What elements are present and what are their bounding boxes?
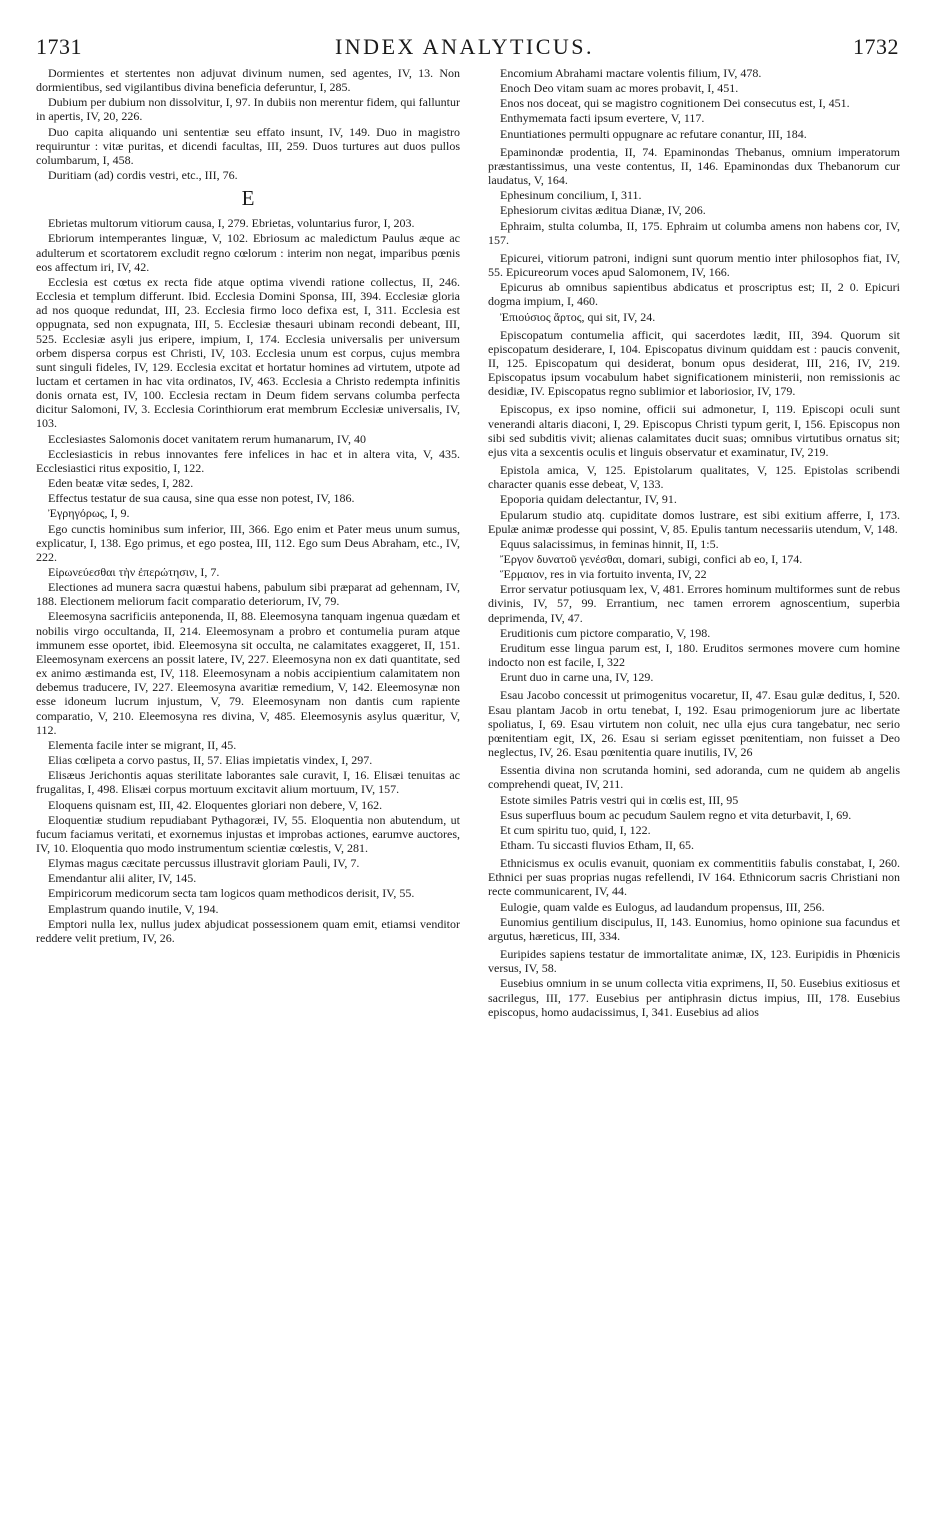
- index-entry: Essentia divina non scrutanda homini, sed adoranda, cum ne quidem ab angelis comprehendi queat, IV, 211.: [488, 763, 900, 792]
- index-entry: Epaminondæ prodentia, II, 74. Epaminondas Thebanus, omnium imperatorum præstantissimus, una veste contentus, II, 146. Epaminondas dux Thebanorum cur laudatus, V, 164.: [488, 144, 900, 188]
- index-entry: Eden beatæ vitæ sedes, I, 282.: [48, 476, 194, 491]
- index-entry: Episcopatum contumelia afficit, qui sacerdotes lædit, III, 394. Quorum sit episcopatum desiderare, I, 104. Episcopatus divinum quiddam est : paucis convenit, II, 125. Episcopatum qui desiderat, bonum opus desiderat, III, 216, IV, 219. Episcopatus ipsum vocabulum habet significationem ministerii, non remissionis ac desidiæ, IV. Episcopatus regno sublimior et laboriosior, IV, 179.: [488, 327, 900, 399]
- running-title: INDEX ANALYTICUS.: [334, 34, 595, 59]
- index-entry: Epicurei, vitiorum patroni, indigni sunt quorum mentio inter philosophos fiat, IV, 55. Epicureorum voces apud Salomonem, IV, 166.: [488, 250, 900, 280]
- index-entry: Etham. Tu siccasti fluvios Etham, II, 65.: [500, 837, 694, 852]
- index-entry: Epoporia quidam delectantur, IV, 91.: [500, 492, 677, 507]
- index-entry: Epistola amica, V, 125. Epistolarum qualitates, V, 125. Epistolas scribendi character quanis esse debeat, V, 133.: [488, 463, 900, 492]
- index-entry: Electiones ad munera sacra quæstui habens, pabulum sibi præparat ad gehennam, IV, 188. Electionem meliorum facit comparatio deteriorum, IV, 79.: [36, 580, 460, 609]
- index-entry: Erunt duo in carne una, IV, 129.: [500, 670, 654, 685]
- index-entry: Duritiam (ad) cordis vestri, etc., III, 76.: [48, 168, 238, 183]
- index-entry: Ethnicismus ex oculis evanuit, quoniam ex commentitiis fabulis constabat, I, 260. Ethnici per suas proprias nugas refellendi, IV 164. Ethnicorum sacris Christiani non recte communicarent, IV, 44.: [488, 856, 900, 899]
- index-entry: Ecclesiasticis in rebus innovantes fere infelices in hac et in altera vita, V, 435. Ecclesiastici ritus expositio, I, 122.: [36, 446, 460, 475]
- index-entry: Eloquens quisnam est, III, 42. Eloquentes gloriari non debere, V, 162.: [48, 797, 383, 812]
- index-entry: Eusebius omnium in se unum collecta vitia exprimens, II, 50. Eusebius exitiosus et sacrilegus, III, 177. Eusebius per antiphrasin dictus impius, III, 178. Eusebius episcopus, homo audacissimus, I, 341. Eusebius ad alios: [488, 976, 900, 1019]
- index-entry: Ecclesiastes Salomonis docet vanitatem rerum humanarum, IV, 40: [48, 431, 367, 446]
- index-entry: Ebrietas multorum vitiorum causa, I, 279. Ebrietas, voluntarius furor, I, 203.: [48, 216, 415, 231]
- index-entry: Elias cœlipeta a corvo pastus, II, 57. Elias impietatis vindex, I, 297.: [48, 753, 373, 768]
- index-entry: Et cum spiritu tuo, quid, I, 122.: [500, 822, 651, 837]
- index-entry: Emendantur alii aliter, IV, 145.: [48, 871, 197, 886]
- index-entry: Ecclesia est cœtus ex recta fide atque optima vivendi ratione collectus, II, 246. Ecclesia et templum differunt. Ibid. Ecclesia Domini Sponsa, III, 394. Ecclesiæ gloria ad nos quoque redundat, III, 23. Ecclesia firmo loco defixa est, I, 311. Ecclesia est oppugnata, sed non expugnata, III, 5. Ecclesiæ thesauri ubinam recondi debeant, III, 525. Ecclesiæ asyli jus eripere, impium, I, 174. Ecclesia universalis per universum orbem dispersa corpus est Christi, IV, 103. Ecclesia unum est corpus, cujus membra sunt singuli fideles, IV, 129. Ecclesia excitat et hortatur homines ad virtutem, utpote ad luctam et certamen in hac vita ordinatos, IV, 463. Ecclesia a Christo redempta infinitis donis ornata est, IV, 100. Ecclesia rectam in Deum fidem servans columba perfecta dicitur Salomoni, IV, 3. Ecclesia Corinthiorum erat membrum Ecclesiæ universalis, IV, 103.: [36, 274, 460, 431]
- index-entry: Estote similes Patris vestri qui in cœlis est, III, 95: [500, 792, 739, 807]
- index-entry: Ἔργον δυνατοῦ γενέσθαι, domari, subigi, confici ab eo, I, 174.: [500, 552, 803, 566]
- index-entry: Ego cunctis hominibus sum inferior, III, 366. Ego enim et Pater meus unum sumus, explicatur, I, 138. Ego primus, et ego postea, III, 112. Ego sum Deus Abraham, etc., IV, 222.: [36, 521, 460, 564]
- index-entry: Episcopus, ex ipso nomine, officii sui admonetur, I, 119. Episcopi oculi sunt venerandi altaris diaconi, I, 29. Episcopus Christi typum gerit, I, 156. Episcopus non sibi sed subditis vivit; alienas calamitates ducit suas; omnibus virtutibus ornatus sit; ejus vita a sexcentis oculis et linguis observatur et examinatur, IV, 219.: [488, 402, 900, 459]
- section-letter-heading: E: [241, 186, 255, 211]
- index-entry: Εἰρωνεύεσθαι τὴν ἐπερώτησιν, I, 7.: [48, 565, 220, 579]
- index-entry: Epularum studio atq. cupiditate domos lustrare, est sibi exitium afferre, I, 173. Epulæ animæ prodesse qui possint, V, 85. Epulis tantum necessariis utendum, V, 148.: [488, 507, 900, 536]
- left-column: [36, 66, 460, 946]
- index-entry: Ἕρμαιον, res in via fortuito inventa, IV, 22: [500, 567, 707, 582]
- index-entry: Elisæus Jerichontis aquas sterilitate laborantes sale curavit, I, 16. Elisæi tenuitas ac frugalitas, I, 498. Elisæi corpus mortuum excitavit alium mortuum, IV, 157.: [36, 768, 460, 797]
- index-entry: Elementa facile inter se migrant, II, 45.: [48, 737, 237, 752]
- index-entry: Ephraim, stulta columba, II, 175. Ephraim ut columba amens non habens cor, IV, 157.: [488, 218, 900, 247]
- index-entry: Effectus testatur de sua causa, sine qua esse non potest, IV, 186.: [48, 491, 355, 506]
- right-column: [488, 66, 900, 1020]
- index-entry: Esus superfluus boum ac pecudum Saulem regno et vita deturbavit, I, 69.: [500, 807, 852, 822]
- index-entry: Ephesiorum civitas æditua Dianæ, IV, 206.: [500, 203, 706, 218]
- index-entry: Enthymemata facti ipsum evertere, V, 117.: [500, 111, 705, 126]
- index-entry: Eulogie, quam valde es Eulogus, ad laudandum propensus, III, 256.: [500, 899, 825, 914]
- index-entry: Enuntiationes permulti oppugnare ac refutare conantur, III, 184.: [500, 126, 807, 141]
- index-entry: Eloquentiæ studium repudiabant Pythagoræi, IV, 55. Eloquentia non abutendum, ut fucum faciamus veritati, et exornemus injustas et improbas actiones, earumve auctores, IV, 10. Eloquentia quo modo instrumentum scientiæ cœlestis, V, 281.: [36, 812, 460, 855]
- index-entry: Duo capita aliquando uni sententiæ seu effato insunt, IV, 149. Duo in magistro requiruntur : vitæ puritas, et dicendi facultas, III, 259. Duos turtures aut duos pullos columbarum, I, 458.: [36, 124, 460, 167]
- page-header: [30, 34, 899, 64]
- index-entry: Encomium Abrahami mactare volentis filium, IV, 478.: [500, 66, 762, 80]
- index-entry: Eruditionis cum pictore comparatio, V, 198.: [500, 625, 711, 640]
- page-number-right: 1732: [853, 34, 899, 59]
- index-entry: Enoch Deo vitam suam ac mores probavit, I, 451.: [500, 81, 739, 96]
- index-entry: Eunomius gentilium discipulus, II, 143. Eunomius, homo opinione sua facundus et argutus, hæreticus, III, 334.: [488, 914, 900, 943]
- index-entry: Ἐγρηγόρως, I, 9.: [48, 506, 130, 521]
- index-entry: Epicurus ab omnibus sapientibus abdicatus et proscriptus est; II, 2 0. Epicuri dogma impium, I, 460.: [488, 280, 900, 309]
- index-entry: Elymas magus cæcitate percussus illustravit gloriam Pauli, IV, 7.: [48, 856, 360, 871]
- index-entry: Ἐπιούσιος ἄρτος, qui sit, IV, 24.: [500, 309, 656, 324]
- index-entry: Equus salacissimus, in feminas hinnit, II, 1:5.: [500, 536, 719, 551]
- index-entry: Eleemosyna sacrificiis anteponenda, II, 88. Eleemosyna tanquam ingenua quædam et nobilis virgo occultanda, II, 214. Eleemosynam a probro et contumelia puram atque immunem esse oportet, ibid. Eleemosyna sit occulta, ne calamitates exaggeret, II, 151. Eleemosynam exercens an possit latere, IV, 227. Eleemosyna non ex dati quantitate, sed ex animo æstimanda est, IV, 118. Eleemosynam a nobis accipientium calamitatem non debemus traducere, IV, 227. Eleemosyna avaritiæ remedium, V, 142. Eleemosynæ non esse idoneum lucrum injustum, V, 79. Eleemosynam non dantis cum rapiente comparatio, V, 210. Eleemosyna res divina, V, 485. Eleemosynis asylus quæritur, V, 112.: [36, 609, 460, 737]
- index-entry: Dubium per dubium non dissolvitur, I, 97. In dubiis non merentur fidem, qui falluntur in apertis, IV, 20, 226.: [36, 95, 460, 124]
- index-entry: Emptori nulla lex, nullus judex abjudicat possessionem quam emit, etiamsi venditor reddere velit pretium, IV, 26.: [36, 916, 460, 945]
- index-entry: Ebriorum intemperantes linguæ, V, 102. Ebriosum ac maledictum Paulus æque ac adulterum et scortatorem excludit regno cœlorum : interim non negat, imparibus pœnis eos affectum iri, IV, 42.: [36, 231, 460, 274]
- index-entry: Error servatur potiusquam lex, V, 481. Errores hominum multiformes sunt de rebus divinis, IV, 57, 99. Errantium, nec tamen errorem agnoscentium, superbia deprimenda, IV, 47.: [488, 582, 900, 625]
- index-entry: Eruditum esse lingua parum est, I, 180. Eruditos sermones movere cum homine indocto non est facile, I, 322: [488, 640, 900, 670]
- index-entry: Ephesinum concilium, I, 311.: [500, 188, 642, 203]
- page-number-left: 1731: [36, 34, 82, 59]
- index-entry: Empiricorum medicorum secta tam logicos quam methodicos derisit, IV, 55.: [48, 886, 415, 901]
- index-entry: Emplastrum quando inutile, V, 194.: [48, 901, 219, 916]
- index-entry: Euripides sapiens testatur de immortalitate animæ, IX, 123. Euripidis in Phœnicis versus, IV, 58.: [488, 947, 900, 976]
- index-entry: Esau Jacobo concessit ut primogenitus vocaretur, II, 47. Esau gulæ deditus, I, 520. Esau plantam Jacob in ortu tenebat, I, 192. Esau primogeniorum jure ac libertate spoliatus, I, 69. Esau virtutem non coluit, nec ulla ejus cura tangebatur, nec serio pœnitentiam egit, IX, 26. Esau si seriam egisset pœnitentiam, non fuisset a Deo neglectus, IV, 26. Esau pœnitentia quare inutilis, IV, 26: [488, 688, 900, 760]
- index-entry: Dormientes et stertentes non adjuvat divinum numen, sed agentes, IV, 13. Non dormientibus, sed vigilantibus divina beneficia deferuntur, I, 285.: [36, 66, 460, 95]
- index-entry: Enos nos doceat, qui se magistro cognitionem Dei consecutus est, I, 451.: [500, 96, 850, 111]
